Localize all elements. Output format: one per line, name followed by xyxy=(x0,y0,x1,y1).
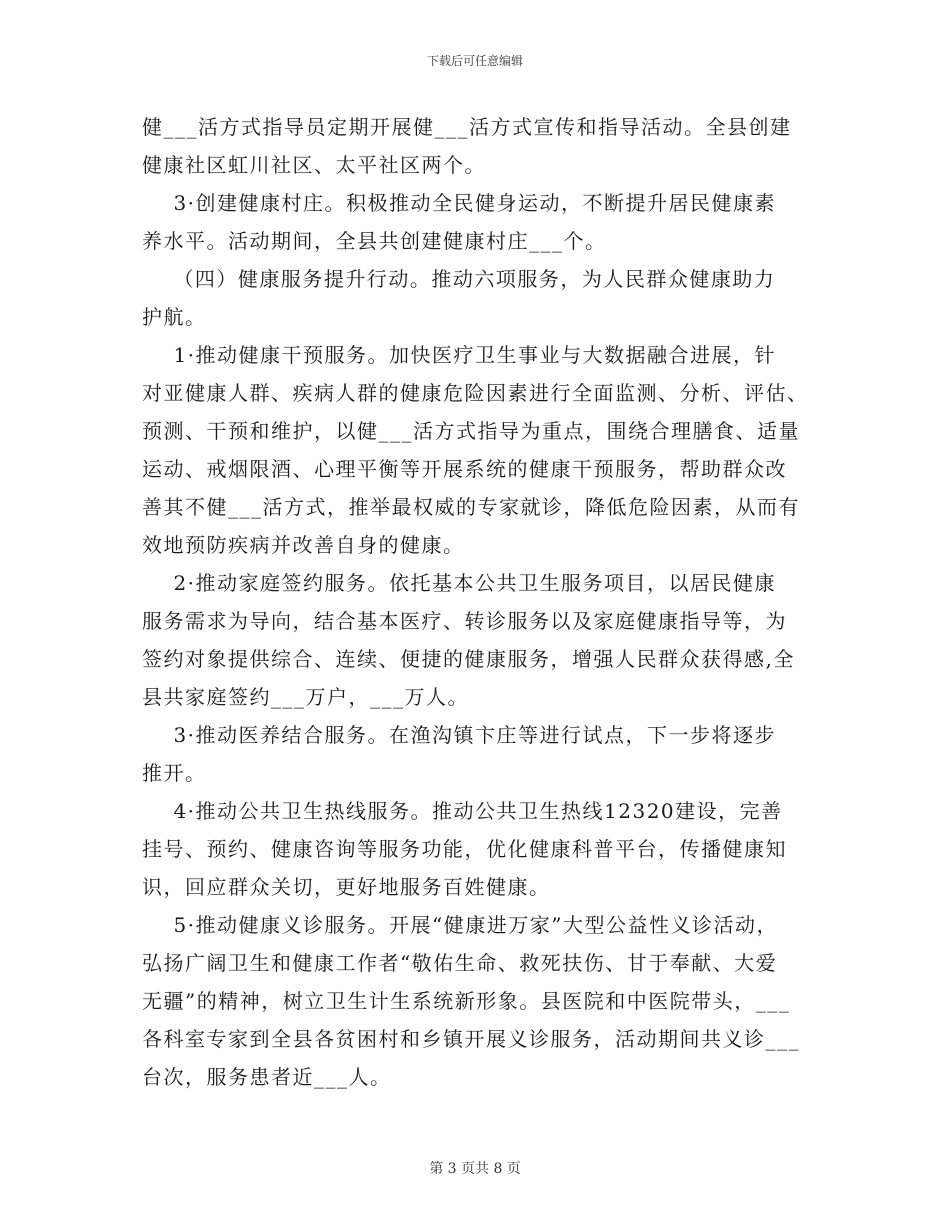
text-line: 县共家庭签约___万户，___万人。 xyxy=(142,685,469,709)
text-line: 护航。 xyxy=(142,305,207,329)
text-line: 健康社区虹川社区、太平社区两个。 xyxy=(142,153,486,177)
text-line: 推开。 xyxy=(142,761,207,785)
paragraph xyxy=(142,906,814,1096)
text-line: 签约对象提供综合、连续、便捷的健康服务，增强人民群众获得感,全 xyxy=(142,647,795,671)
section-heading: （四）健康服务提升行动。推动六项服务，为人民群众健康助力 xyxy=(142,267,776,291)
page-footer: 第 3 页共 8 页 xyxy=(429,1161,521,1177)
paragraph xyxy=(142,716,814,792)
page-header: 下载后可任意编辑 xyxy=(426,54,523,68)
text-line: 善其不健___活方式，推举最权威的专家就诊，降低危险因素，从而有 xyxy=(142,495,800,519)
text-line: 5·推动健康义诊服务。开展“健康进万家”大型公益性义诊活动， xyxy=(142,913,778,937)
text-line: 台次，服务患者近___人。 xyxy=(142,1065,392,1089)
text-line: 各科室专家到全县各贫困村和乡镇开展义诊服务，活动期间共义诊___ xyxy=(142,1027,800,1051)
text-line: 养水平。活动期间，全县共创建健康村庄___个。 xyxy=(142,229,607,253)
paragraph xyxy=(142,792,814,906)
text-line: 运动、戒烟限酒、心理平衡等开展系统的健康干预服务，帮助群众改 xyxy=(142,457,787,481)
text-line: 3·推动医养结合服务。在渔沟镇卞庄等进行试点，下一步将逐步 xyxy=(142,723,777,747)
paragraph xyxy=(142,260,814,336)
paragraph xyxy=(142,184,814,260)
paragraph xyxy=(142,564,814,716)
text-line: 效地预防疾病并改善自身的健康。 xyxy=(142,533,465,557)
text-line: 预测、干预和维护，以健___活方式指导为重点，围绕合理膳食、适量 xyxy=(142,419,800,443)
text-line: 2·推动家庭签约服务。依托基本公共卫生服务项目，以居民健康 xyxy=(142,571,777,595)
text-line: 健___活方式指导员定期开展健___活方式宣传和指导活动。全县创建 xyxy=(142,115,792,139)
paragraph xyxy=(142,108,814,184)
text-line: 弘扬广阔卫生和健康工作者“敬佑生命、救死扶伤、甘于奉献、大爱 xyxy=(142,951,778,975)
text-line: 挂号、预约、健康咨询等服务功能，优化健康科普平台，传播健康知 xyxy=(142,837,787,861)
text-line: 对亚健康人群、疾病人群的健康危险因素进行全面监测、分析、评估、 xyxy=(142,381,809,405)
text-line: 1·推动健康干预服务。加快医疗卫生事业与大数据融合进展，针 xyxy=(142,343,777,367)
text-line: 4·推动公共卫生热线服务。推动公共卫生热线12320建设，完善 xyxy=(142,799,783,823)
text-line: 3·创建健康村庄。积极推动全民健身运动，不断提升居民健康素 xyxy=(142,191,777,215)
document-body xyxy=(142,108,814,1096)
text-line: 无疆”的精神，树立卫生计生系统新形象。县医院和中医院带头，___ xyxy=(142,989,791,1013)
paragraph xyxy=(142,336,814,564)
text-line: 识，回应群众关切，更好地服务百姓健康。 xyxy=(142,875,551,899)
text-line: 服务需求为导向，结合基本医疗、转诊服务以及家庭健康指导等，为 xyxy=(142,609,787,633)
